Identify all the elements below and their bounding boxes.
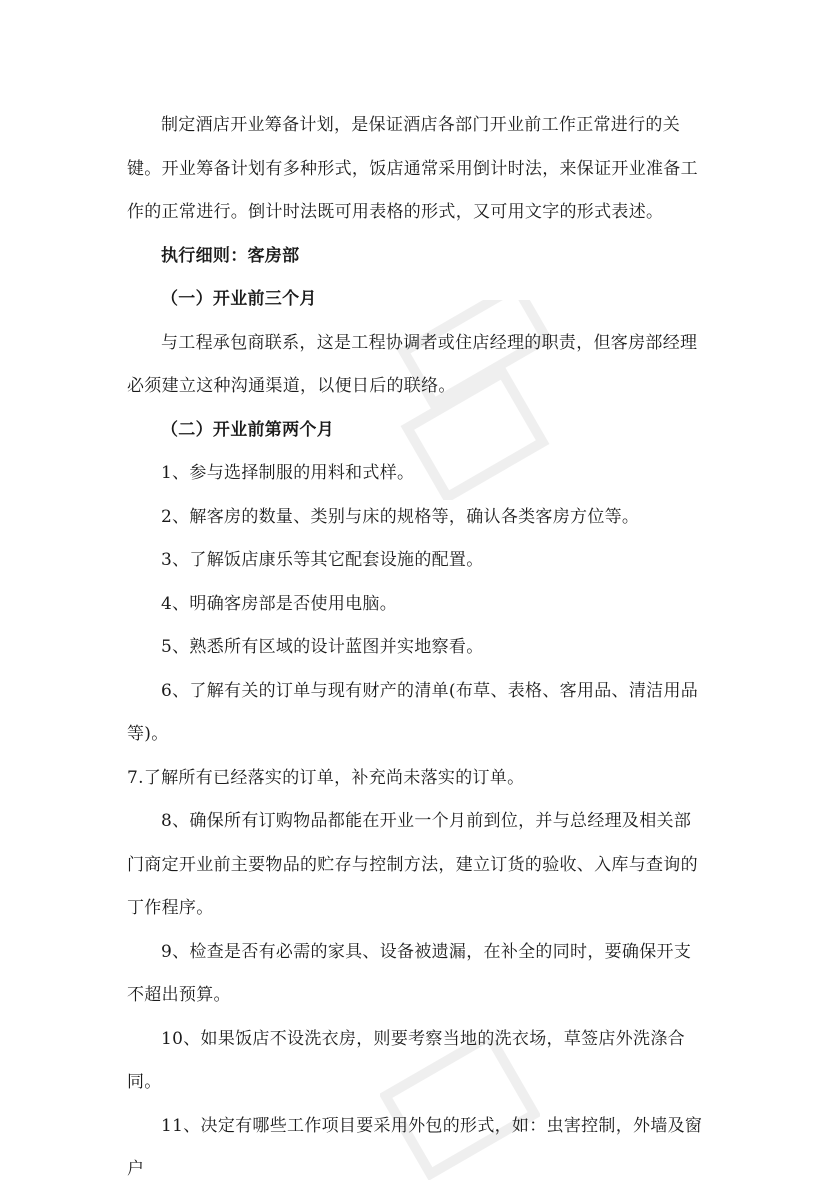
list-item-7: 7.了解所有已经落实的订单，补充尚未落实的订单。 bbox=[127, 767, 525, 788]
list-item-10: 10、如果饭店不设洗衣房，则要考察当地的洗衣场，草签店外洗涤合同。 bbox=[127, 1028, 685, 1092]
list-item-11: 11、决定有哪些工作项目要采用外包的形式，如：虫害控制，外墙及窗户 bbox=[127, 1115, 703, 1179]
section-heading-housekeeping: 执行细则：客房部 bbox=[161, 245, 300, 266]
list-item-3: 3、了解饭店康乐等其它配套设施的配置。 bbox=[161, 550, 484, 570]
list-item-9: 9、检查是否有必需的家具、设备被遗漏，在补全的同时，要确保开支不超出预算。 bbox=[127, 941, 692, 1005]
paragraph-intro: 制定酒店开业筹备计划，是保证酒店各部门开业前工作正常进行的关键。开业筹备计划有多种形式，饭店通常采用倒计时法，来保证开业准备工作的正常进行。倒计时法既可用表格的形式，又可用文字的形式表述。 bbox=[127, 115, 698, 222]
document-body bbox=[127, 104, 707, 1192]
paragraph-contractor: 与工程承包商联系，这是工程协调者或住店经理的职责，但客房部经理必须建立这种沟通渠道，以便日后的联络。 bbox=[127, 332, 698, 396]
subsection-heading-two-months: （二）开业前第两个月 bbox=[161, 419, 334, 440]
list-item-6: 6、了解有关的订单与现有财产的清单(布草、表格、客用品、清洁用品等)。 bbox=[127, 680, 699, 744]
list-item-4: 4、明确客房部是否使用电脑。 bbox=[161, 593, 398, 614]
list-item-1: 1、参与选择制服的用料和式样。 bbox=[161, 463, 415, 483]
list-item-8: 8、确保所有订购物品都能在开业一个月前到位，并与总经理及相关部门商定开业前主要物品的贮存与控制方法，建立订货的验收、入库与查询的丁作程序。 bbox=[127, 811, 698, 918]
list-item-5: 5、熟悉所有区域的设计蓝图并实地察看。 bbox=[161, 637, 484, 657]
subsection-heading-three-months: （一）开业前三个月 bbox=[161, 289, 317, 309]
list-item-2: 2、解客房的数量、类别与床的规格等，确认各类客房方位等。 bbox=[161, 506, 640, 527]
